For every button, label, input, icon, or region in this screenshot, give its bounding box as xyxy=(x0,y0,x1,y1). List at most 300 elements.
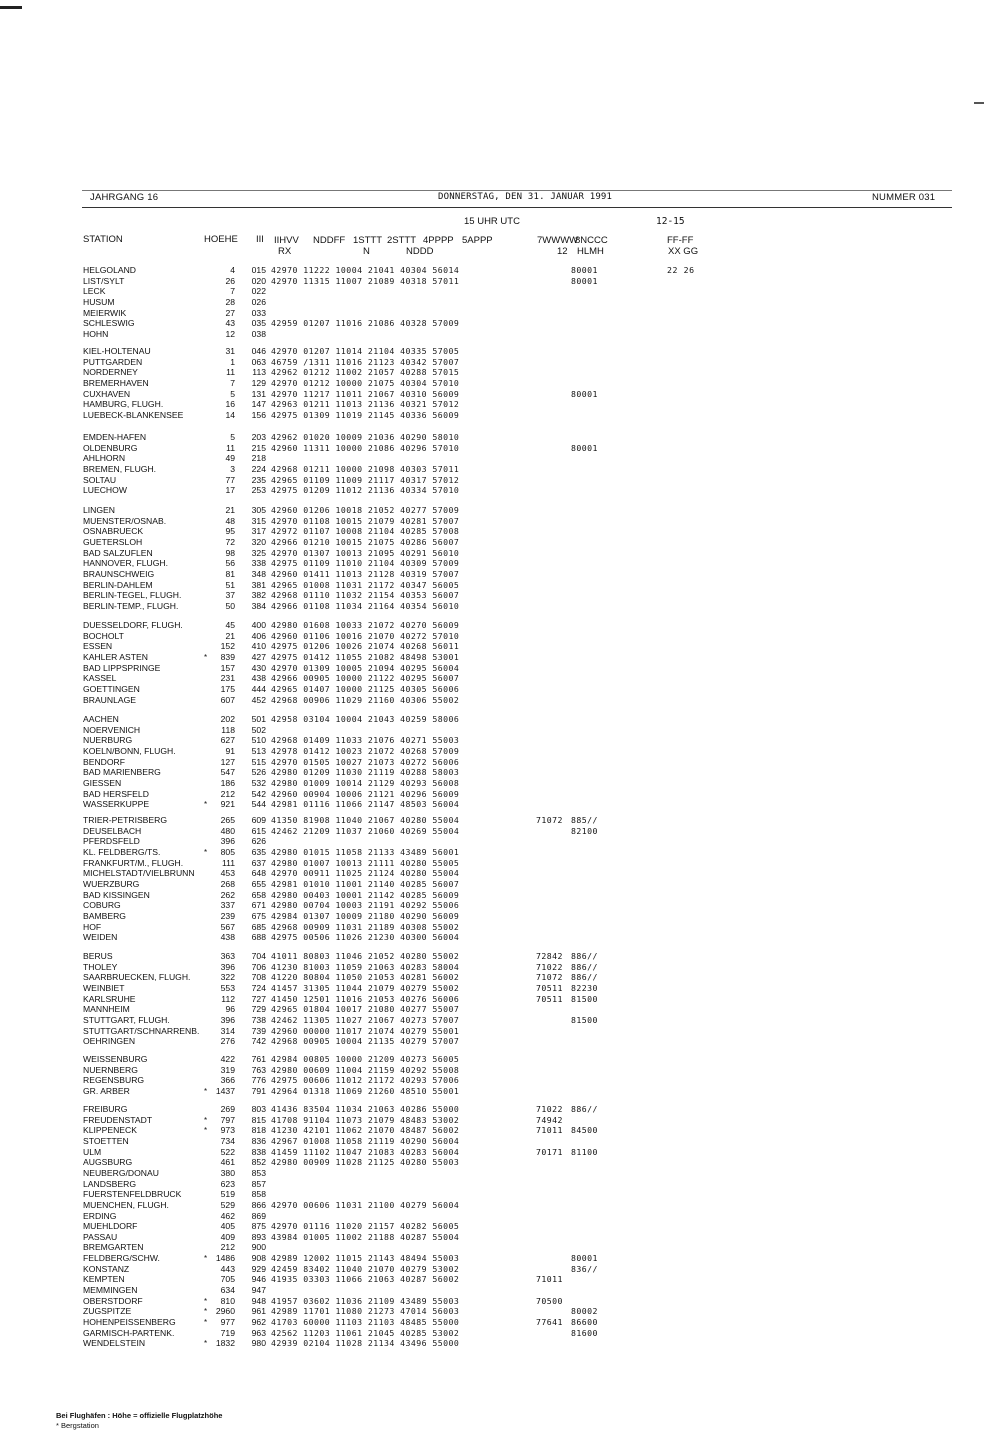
synop-groups: 42960 01106 10016 21070 40272 57010 xyxy=(271,630,460,641)
station-row xyxy=(0,767,1000,778)
station-elevation: 11 xyxy=(226,442,235,453)
synop-groups: 42970 01108 10015 21079 40281 57007 xyxy=(271,515,460,526)
cloud-group: 886// xyxy=(571,961,598,972)
station-id: 381 xyxy=(251,579,266,590)
synop-groups: 41703 60000 11103 21103 48485 55000 xyxy=(271,1317,460,1327)
station-id: 156 xyxy=(251,409,266,420)
station-row xyxy=(0,725,1000,736)
synop-groups: 42970 11315 11007 21089 40318 57011 xyxy=(271,275,460,286)
synop-groups: 41450 12501 11016 21053 40276 56006 xyxy=(271,993,460,1004)
station-elevation: 31 xyxy=(225,346,235,356)
gust-heading: FF-FF xyxy=(667,235,694,246)
station-name: HUSUM xyxy=(83,296,115,307)
synop-groups: 42980 01015 11058 21133 43489 56001 xyxy=(271,846,460,857)
synop-groups: 42981 01010 11001 21140 40285 56007 xyxy=(271,878,460,889)
station-id: 317 xyxy=(251,526,266,537)
synop-groups: 41459 11102 11047 21083 40283 56004 xyxy=(271,1146,460,1157)
station-name: BAD HERSFELD xyxy=(83,788,149,799)
station-name: WEINBIET xyxy=(83,982,125,993)
station-id: 410 xyxy=(251,641,266,652)
station-row xyxy=(0,399,1000,410)
station-name: MANNHEIM xyxy=(83,1004,130,1015)
station-row xyxy=(0,757,1000,768)
station-id: 444 xyxy=(251,683,266,694)
station-name: OSNABRUECK xyxy=(83,526,144,537)
station-row xyxy=(0,684,1000,695)
group8-heading: 8NCCC xyxy=(575,235,608,246)
station-row xyxy=(0,900,1000,911)
synop-groups: 42970 01309 10005 21094 40295 56004 xyxy=(271,662,460,673)
station-name: FELDBERG/SCHW. xyxy=(83,1253,160,1264)
station-name: HOHENPEISSENBERG xyxy=(83,1317,176,1327)
station-row xyxy=(0,932,1000,943)
synop-groups: 42965 01008 11031 21172 40347 56005 xyxy=(271,579,460,590)
station-row xyxy=(0,1296,1000,1307)
time-heading: 15 UHR UTC xyxy=(464,216,520,227)
station-id: 224 xyxy=(251,463,266,474)
station-elevation: 157 xyxy=(220,662,235,673)
group4-heading: 2STTT xyxy=(387,235,417,246)
station-id: 526 xyxy=(251,767,266,778)
station-row xyxy=(0,746,1000,757)
station-id: 900 xyxy=(251,1242,266,1253)
station-name: WASSERKUPPE xyxy=(83,799,150,810)
station-elevation: 212 xyxy=(220,1242,235,1253)
station-row xyxy=(0,505,1000,516)
station-name: GOETTINGEN xyxy=(83,683,140,694)
station-name: MUENCHEN, FLUGH. xyxy=(83,1199,169,1210)
synop-groups: 42966 01210 10015 21075 40286 56007 xyxy=(271,536,460,547)
station-row xyxy=(0,475,1000,486)
synop-groups: 42970 01207 11014 21104 40335 57005 xyxy=(271,346,460,356)
station-elevation: 239 xyxy=(220,910,235,921)
cloud-group: 80002 xyxy=(571,1306,598,1317)
station-name: BAD SALZUFLEN xyxy=(83,547,153,558)
station-id: 320 xyxy=(251,536,266,547)
synop-groups: 42960 00000 11017 21074 40279 55001 xyxy=(271,1025,460,1036)
synop-groups: 42989 11701 11080 21273 47014 56003 xyxy=(271,1306,460,1317)
station-row xyxy=(0,464,1000,475)
cloud-group: 886// xyxy=(571,1104,598,1114)
cloud-group: 80001 xyxy=(571,1253,598,1264)
station-id: 035 xyxy=(251,318,266,329)
station-name: TRIER-PETRISBERG xyxy=(83,815,168,825)
station-row xyxy=(0,972,1000,983)
gust-values: 22 26 xyxy=(667,265,695,275)
station-row xyxy=(0,631,1000,642)
station-id: 129 xyxy=(251,377,266,388)
cloud-group: 885// xyxy=(571,815,598,825)
station-elevation: 623 xyxy=(220,1178,235,1189)
station-id: 348 xyxy=(251,568,266,579)
station-row xyxy=(0,735,1000,746)
synop-groups: 42970 01212 10000 21075 40304 57010 xyxy=(271,377,460,388)
gust-sub-heading: XX GG xyxy=(668,246,699,257)
cloud-group: 82100 xyxy=(571,825,598,836)
mountain-station-marker: * xyxy=(204,1318,208,1327)
station-elevation: 634 xyxy=(220,1285,235,1296)
station-row xyxy=(0,580,1000,591)
station-elevation: 529 xyxy=(220,1199,235,1210)
station-id: 852 xyxy=(251,1157,266,1168)
station-id: 501 xyxy=(251,714,266,724)
cloud-group: 886// xyxy=(571,951,598,961)
synop-groups: 42967 01008 11058 21119 40290 56004 xyxy=(271,1135,460,1146)
synop-groups: 42970 01116 11020 21157 40282 56005 xyxy=(271,1221,460,1232)
synop-groups: 42975 01209 11012 21136 40334 57010 xyxy=(271,485,460,496)
weather-group: 72842 xyxy=(536,951,563,961)
station-row xyxy=(0,569,1000,580)
station-row xyxy=(0,826,1000,837)
synop-groups: 42970 01307 10013 21095 40291 56010 xyxy=(271,547,460,558)
station-id: 626 xyxy=(251,836,266,847)
station-row xyxy=(0,1264,1000,1275)
synop-groups: 42968 01409 11033 21076 40271 55003 xyxy=(271,735,460,746)
station-elevation: 797 xyxy=(220,1114,235,1125)
station-name: KASSEL xyxy=(83,673,117,684)
station-id: 235 xyxy=(251,474,266,485)
station-elevation: 77 xyxy=(225,474,235,485)
station-elevation: 5 xyxy=(230,388,235,399)
station-row xyxy=(0,453,1000,464)
station-id: 818 xyxy=(251,1125,266,1136)
station-row xyxy=(0,1004,1000,1015)
station-row xyxy=(0,1086,1000,1097)
station-row xyxy=(0,1211,1000,1222)
group1-sub-heading: RX xyxy=(278,246,292,257)
station-id: 131 xyxy=(251,388,266,399)
station-name: BENDORF xyxy=(83,756,126,767)
synop-groups: 41230 42101 11062 21070 48487 56002 xyxy=(271,1125,460,1136)
station-id: 836 xyxy=(251,1135,266,1146)
station-id: 544 xyxy=(251,799,266,810)
station-name: ERDING xyxy=(83,1210,117,1221)
station-row xyxy=(0,620,1000,631)
synop-groups: 42975 01109 11010 21104 40309 57009 xyxy=(271,558,460,569)
station-id: 947 xyxy=(251,1285,266,1296)
mountain-station-marker: * xyxy=(204,847,208,857)
station-elevation: 705 xyxy=(220,1274,235,1285)
station-elevation: 49 xyxy=(225,453,235,464)
station-elevation: 363 xyxy=(220,951,235,961)
synop-groups: 42966 00905 10000 21122 40295 56007 xyxy=(271,673,460,684)
station-name: BOCHOLT xyxy=(83,630,124,641)
synop-groups: 42459 83402 11040 21070 40279 53002 xyxy=(271,1263,460,1274)
station-elevation: 37 xyxy=(225,590,235,601)
synop-groups: 42962 01020 10009 21036 40290 58010 xyxy=(271,432,460,442)
station-elevation: 461 xyxy=(220,1157,235,1168)
station-name: BREMGARTEN xyxy=(83,1242,144,1253)
station-row xyxy=(0,1157,1000,1168)
station-id: 515 xyxy=(251,756,266,767)
station-elevation: 396 xyxy=(220,836,235,847)
station-name: LIST/SYLT xyxy=(83,275,125,286)
synop-groups: 42960 01206 10018 21052 40277 57009 xyxy=(271,505,460,515)
station-row xyxy=(0,526,1000,537)
station-id: 203 xyxy=(251,432,266,442)
synop-groups: 42960 00904 10006 21121 40296 56009 xyxy=(271,788,460,799)
station-id: 729 xyxy=(251,1004,266,1015)
group5-heading: 4PPPP xyxy=(423,235,454,246)
station-id: 384 xyxy=(251,600,266,611)
group6-heading: 5APPP xyxy=(462,235,493,246)
station-elevation: 405 xyxy=(220,1221,235,1232)
synop-groups: 41220 80804 11050 21053 40281 56002 xyxy=(271,972,460,983)
station-row xyxy=(0,641,1000,652)
scan-mark xyxy=(0,6,22,9)
station-id: 962 xyxy=(251,1317,266,1327)
group8-sub2-heading: HLMH xyxy=(577,246,604,257)
station-elevation: 11 xyxy=(226,367,235,378)
station-elevation: 380 xyxy=(220,1167,235,1178)
station-name: HOHN xyxy=(83,328,109,339)
station-elevation: 152 xyxy=(220,641,235,652)
station-row xyxy=(0,1075,1000,1086)
station-name: LINGEN xyxy=(83,505,115,515)
group2-heading: NDDFF xyxy=(313,235,346,246)
station-elevation: 567 xyxy=(220,921,235,932)
synop-groups: 42970 00606 11031 21100 40279 56004 xyxy=(271,1199,460,1210)
station-elevation: 98 xyxy=(225,547,235,558)
cloud-group: 80001 xyxy=(571,388,598,399)
station-name: WEIDEN xyxy=(83,932,118,943)
station-elevation: 16 xyxy=(225,399,235,410)
mountain-station-marker: * xyxy=(204,1307,208,1317)
station-name: PASSAU xyxy=(83,1231,118,1242)
station-elevation: 921 xyxy=(220,799,235,810)
station-elevation: 805 xyxy=(220,846,235,857)
station-elevation: 56 xyxy=(225,558,235,569)
station-name: ULM xyxy=(83,1146,102,1157)
station-row xyxy=(0,1328,1000,1339)
station-name: PFERDSFELD xyxy=(83,836,140,847)
station-elevation: 21 xyxy=(225,505,235,515)
station-name: MUEHLDORF xyxy=(83,1221,138,1232)
station-id: 502 xyxy=(251,724,266,735)
station-name: OEHRINGEN xyxy=(83,1036,136,1047)
station-elevation: 175 xyxy=(220,683,235,694)
station-row xyxy=(0,1221,1000,1232)
station-id: 015 xyxy=(251,265,266,275)
station-name: LUECHOW xyxy=(83,485,127,496)
station-row xyxy=(0,714,1000,725)
station-id: 875 xyxy=(251,1221,266,1232)
station-id: 838 xyxy=(251,1146,266,1157)
station-row xyxy=(0,847,1000,858)
station-row xyxy=(0,695,1000,706)
synop-groups: 42984 00805 10000 21209 40273 56005 xyxy=(271,1054,460,1064)
station-id: 510 xyxy=(251,735,266,746)
station-id: 305 xyxy=(251,505,266,515)
station-name: BERLIN-TEGEL, FLUGH. xyxy=(83,590,182,601)
cloud-group: 80001 xyxy=(571,265,598,275)
station-elevation: 17 xyxy=(225,485,235,496)
synop-groups: 42965 01109 11009 21117 40317 57012 xyxy=(271,474,460,485)
station-elevation: 719 xyxy=(220,1327,235,1338)
station-id: 026 xyxy=(251,296,266,307)
station-row xyxy=(0,1274,1000,1285)
station-elevation: 519 xyxy=(220,1189,235,1200)
synop-groups: 42989 12002 11015 21143 48494 55003 xyxy=(271,1253,460,1264)
synop-groups: 42970 00911 11025 21124 40280 55004 xyxy=(271,868,460,879)
station-elevation: 27 xyxy=(225,307,235,318)
station-row xyxy=(0,911,1000,922)
station-id: 513 xyxy=(251,745,266,756)
weather-group: 70511 xyxy=(536,982,563,993)
station-name: REGENSBURG xyxy=(83,1075,145,1086)
synop-groups: 46759 /1311 11016 21123 40342 57007 xyxy=(271,356,460,367)
station-id: 430 xyxy=(251,662,266,673)
station-id: 791 xyxy=(251,1085,266,1096)
synop-groups: 42562 11203 11061 21045 40285 53002 xyxy=(271,1327,460,1338)
station-id: 724 xyxy=(251,982,266,993)
station-id: 046 xyxy=(251,346,266,356)
cloud-group: 86600 xyxy=(571,1317,598,1327)
synop-groups: 42975 00606 11012 21172 40293 57006 xyxy=(271,1075,460,1086)
station-name: MEMMINGEN xyxy=(83,1285,138,1296)
station-row xyxy=(0,485,1000,496)
station-elevation: 231 xyxy=(220,673,235,684)
station-id: 869 xyxy=(251,1210,266,1221)
station-id: 315 xyxy=(251,515,266,526)
mountain-station-marker: * xyxy=(204,1254,208,1264)
station-name: KLIPPENECK xyxy=(83,1125,137,1136)
mountain-station-marker: * xyxy=(204,1339,208,1349)
station-id: 946 xyxy=(251,1274,266,1285)
station-row xyxy=(0,799,1000,810)
station-id: 858 xyxy=(251,1189,266,1200)
station-name: BAD LIPPSPRINGE xyxy=(83,662,161,673)
station-name: KAHLER ASTEN xyxy=(83,651,148,662)
station-row xyxy=(0,378,1000,389)
station-elevation: 453 xyxy=(220,868,235,879)
issue-number: NUMMER 031 xyxy=(872,192,936,203)
header-top-rule xyxy=(82,190,952,191)
station-name: BRAUNSCHWEIG xyxy=(83,568,155,579)
synop-groups: 42962 01212 11002 21057 40288 57015 xyxy=(271,367,460,378)
synop-groups: 42980 01209 11030 21119 40288 58003 xyxy=(271,767,460,778)
station-elevation: 322 xyxy=(220,972,235,983)
station-row xyxy=(0,1147,1000,1158)
cloud-group: 80001 xyxy=(571,275,598,286)
synop-groups: 41457 31305 11044 21079 40279 55002 xyxy=(271,982,460,993)
station-elevation: 314 xyxy=(220,1025,235,1036)
station-id: 742 xyxy=(251,1036,266,1047)
station-row xyxy=(0,673,1000,684)
station-elevation: 607 xyxy=(220,694,235,705)
group8-sub-heading: 12 xyxy=(557,246,568,257)
station-id: 866 xyxy=(251,1199,266,1210)
station-elevation: 265 xyxy=(220,815,235,825)
station-id: 948 xyxy=(251,1295,266,1306)
synop-groups: 42984 01307 10009 21180 40290 56009 xyxy=(271,910,460,921)
cloud-group: 886// xyxy=(571,972,598,983)
station-elevation: 50 xyxy=(225,600,235,611)
station-elevation: 43 xyxy=(225,318,235,329)
weather-group: 74942 xyxy=(536,1114,563,1125)
station-elevation: 112 xyxy=(221,993,235,1004)
station-name: FUERSTENFELDBRUCK xyxy=(83,1189,182,1200)
station-name: GARMISCH-PARTENK. xyxy=(83,1327,175,1338)
synop-groups: 42964 01318 11069 21260 48510 55001 xyxy=(271,1085,460,1096)
station-name: THOLEY xyxy=(83,961,118,972)
block-heading: III xyxy=(256,234,264,245)
station-row xyxy=(0,1285,1000,1296)
station-elevation: 91 xyxy=(225,745,235,756)
station-name: DEUSELBACH xyxy=(83,825,142,836)
station-name: MUENSTER/OSNAB. xyxy=(83,515,167,526)
station-name: KOELN/BONN, FLUGH. xyxy=(83,745,176,756)
station-elevation: 396 xyxy=(220,1014,235,1025)
station-elevation: 81 xyxy=(225,568,235,579)
cloud-group: 836// xyxy=(571,1263,598,1274)
station-row xyxy=(0,1115,1000,1126)
station-elevation: 337 xyxy=(220,900,235,911)
station-name: WUERZBURG xyxy=(83,878,140,889)
station-row xyxy=(0,890,1000,901)
station-name: LANDSBERG xyxy=(83,1178,137,1189)
station-name: SCHLESWIG xyxy=(83,318,135,329)
station-elevation: 7 xyxy=(230,377,235,388)
station-id: 980 xyxy=(251,1338,266,1349)
synop-groups: 41350 81908 11040 21067 40280 55004 xyxy=(271,815,460,825)
synop-groups: 42958 03104 10004 21043 40259 58006 xyxy=(271,714,460,724)
station-name: FRANKFURT/M., FLUGH. xyxy=(83,857,184,868)
station-row xyxy=(0,983,1000,994)
station-name: KIEL-HOLTENAU xyxy=(83,346,151,356)
station-row xyxy=(0,815,1000,826)
station-id: 853 xyxy=(251,1167,266,1178)
station-id: 406 xyxy=(251,630,266,641)
mountain-station-marker: * xyxy=(204,800,208,810)
station-id: 893 xyxy=(251,1231,266,1242)
synop-groups: 41935 03303 11066 21063 40287 56002 xyxy=(271,1274,460,1285)
station-id: 063 xyxy=(251,356,266,367)
station-row xyxy=(0,329,1000,340)
synop-groups: 43984 01005 11002 21188 40287 55004 xyxy=(271,1231,460,1242)
weather-group: 70171 xyxy=(536,1146,563,1157)
station-name: BERLIN-TEMP., FLUGH. xyxy=(83,600,179,611)
station-elevation: 127 xyxy=(220,756,235,767)
mountain-station-marker: * xyxy=(204,1115,208,1125)
station-elevation: 96 xyxy=(225,1004,235,1015)
station-row xyxy=(0,868,1000,879)
station-id: 609 xyxy=(251,815,266,825)
station-id: 776 xyxy=(251,1075,266,1086)
elevation-heading: HOEHE xyxy=(204,234,238,245)
station-elevation: 269 xyxy=(220,1104,235,1114)
station-elevation: 202 xyxy=(220,714,235,724)
synop-groups: 42970 11217 11011 21067 40310 56009 xyxy=(271,388,460,399)
station-name: AACHEN xyxy=(83,714,119,724)
station-id: 803 xyxy=(251,1104,266,1114)
station-row xyxy=(0,410,1000,421)
station-row xyxy=(0,590,1000,601)
station-name: ESSEN xyxy=(83,641,113,652)
synop-groups: 41957 03602 11036 21109 43489 55003 xyxy=(271,1295,460,1306)
synop-groups: 41436 83504 11034 21063 40286 55000 xyxy=(271,1104,460,1114)
weather-group: 70500 xyxy=(536,1295,563,1306)
station-row xyxy=(0,537,1000,548)
station-name: PUTTGARDEN xyxy=(83,356,143,367)
station-id: 685 xyxy=(251,921,266,932)
date-label: DONNERSTAG, DEN 31. JANUAR 1991 xyxy=(438,192,613,202)
station-name: CUXHAVEN xyxy=(83,388,131,399)
station-row xyxy=(0,1179,1000,1190)
station-id: 020 xyxy=(251,275,266,286)
synop-groups: 42980 00704 10003 21191 40292 55006 xyxy=(271,900,460,911)
station-name: BAMBERG xyxy=(83,910,126,921)
